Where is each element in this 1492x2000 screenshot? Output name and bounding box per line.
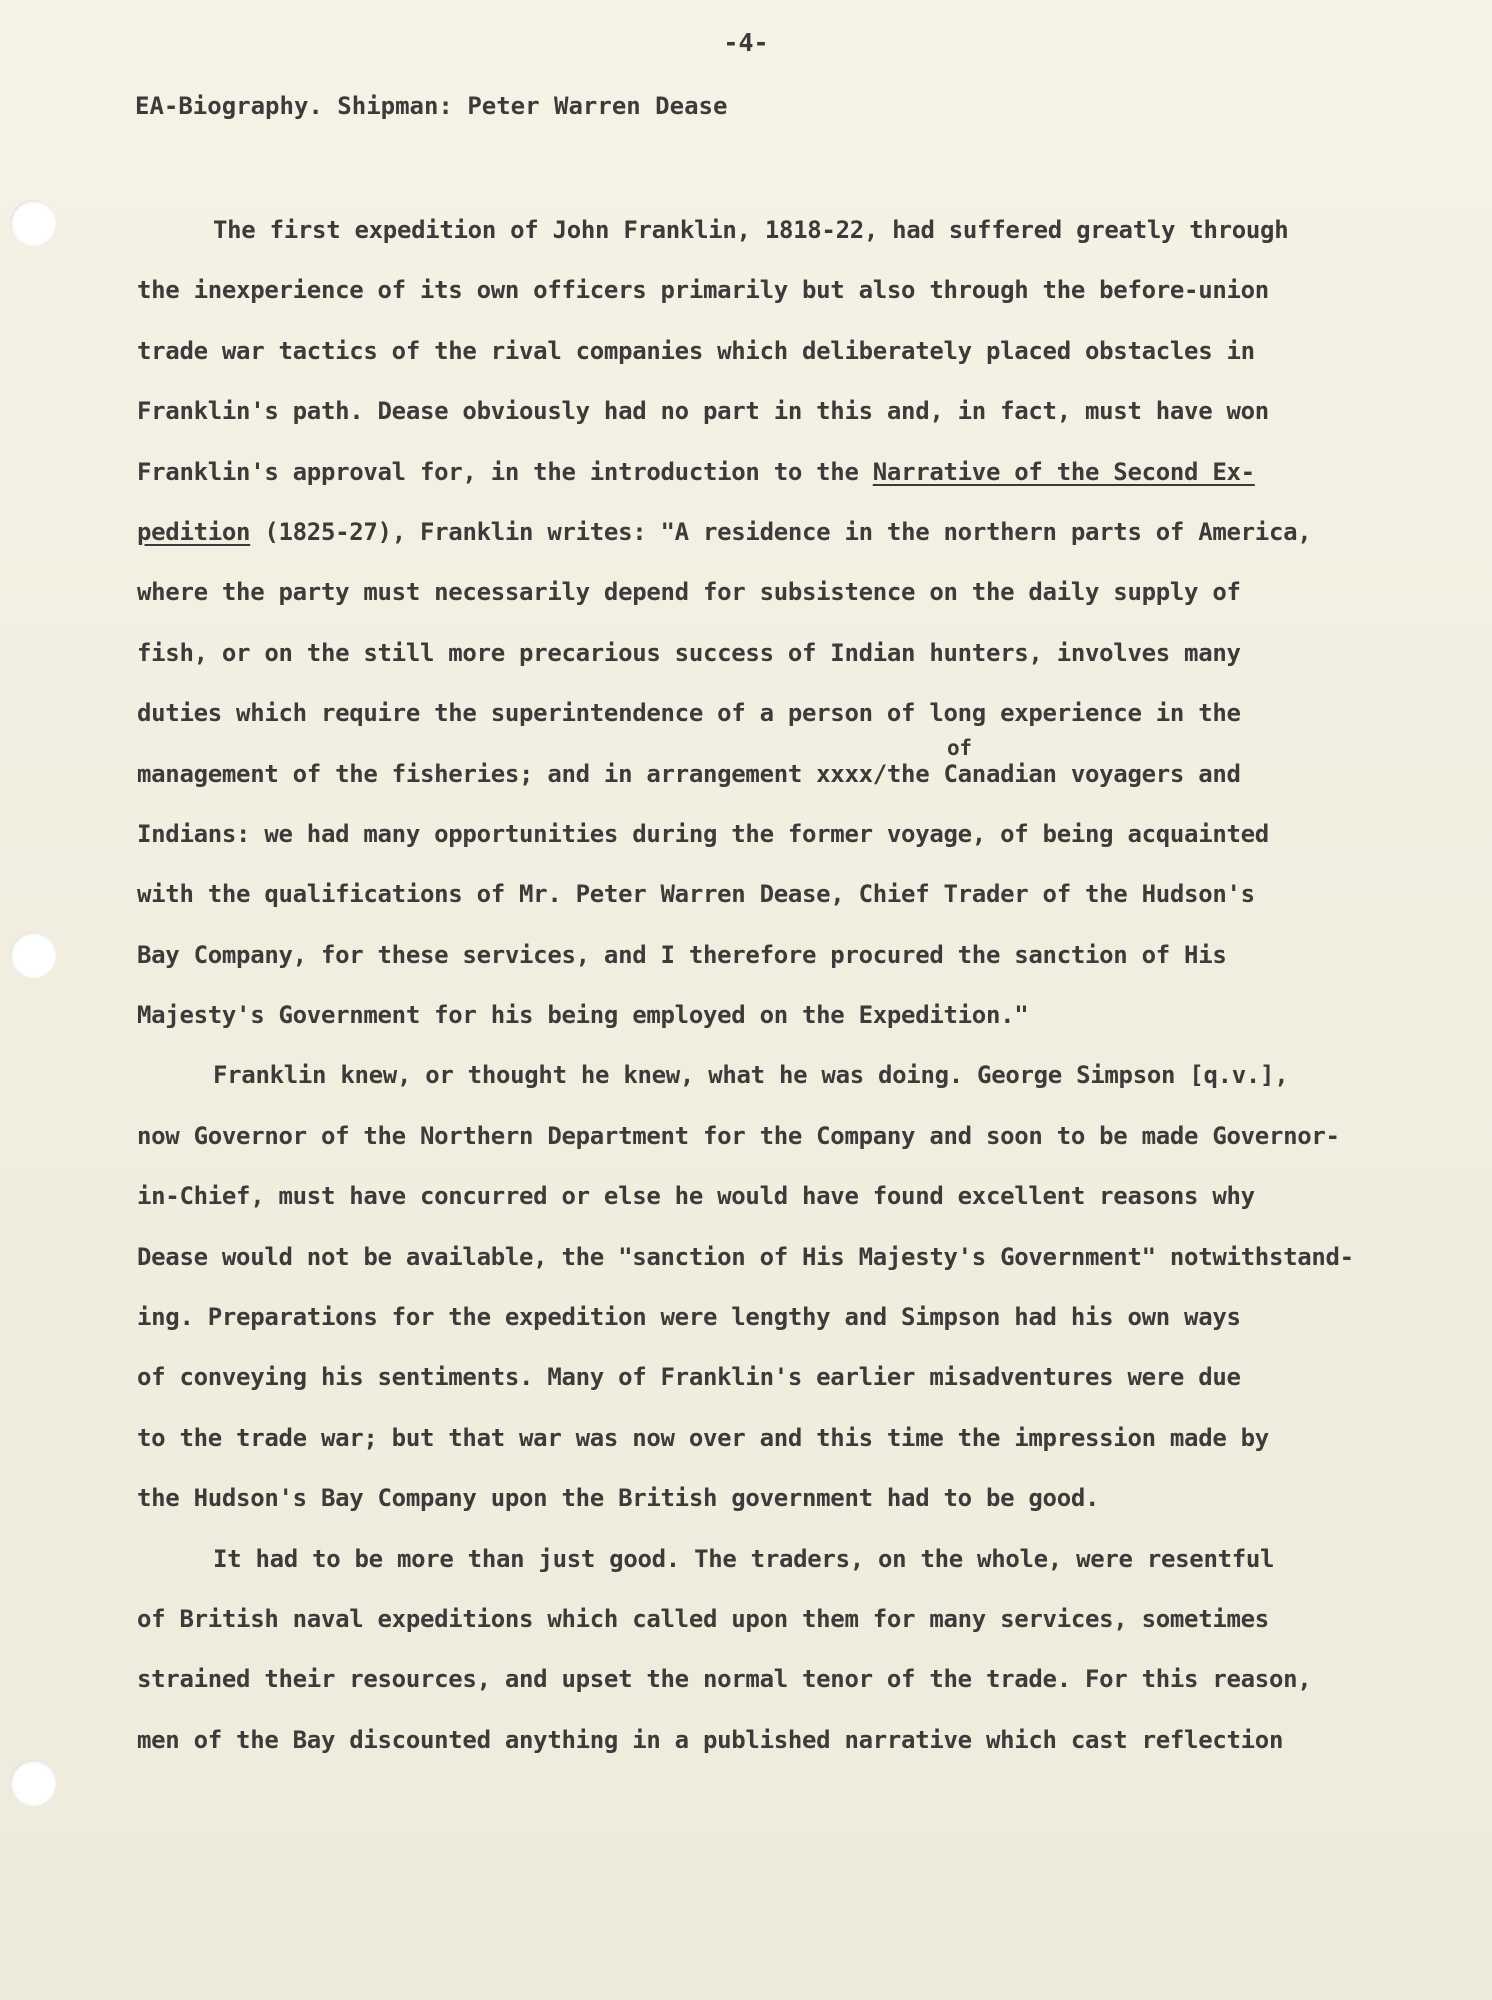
punch-hole-top: [10, 200, 56, 246]
text-line: the Hudson's Bay Company upon the British government had to be good.: [137, 1484, 1100, 1513]
text-line: [137, 510, 1437, 570]
text-line: of British naval expeditions which called upon them for many services, sometimes: [137, 1604, 1269, 1633]
text-line: [137, 735, 1437, 812]
text-line: to the trade war; but that war was now over and this time the impression made by: [137, 1423, 1269, 1452]
document-heading: EA-Biography. Shipman: Peter Warren Dease: [135, 92, 728, 120]
text-fragment: Franklin's approval for, in the introduction to the: [137, 457, 873, 486]
text-line: now Governor of the Northern Department for the Company and soon to be made Governor-: [137, 1121, 1340, 1150]
text-line: Indians: we had many opportunities during the former voyage, of being acquainted: [137, 819, 1269, 848]
text-line: Franklin knew, or thought he knew, what he was doing. George Simpson [q.v.],: [213, 1061, 1289, 1090]
text-fragment: (1825-27), Franklin writes: "A residence in the northern parts of America,: [250, 517, 1312, 546]
text-line: The first expedition of John Franklin, 1818-22, had suffered greatly through: [213, 216, 1289, 244]
text-line: with the qualifications of Mr. Peter Warren Dease, Chief Trader of the Hudson's: [137, 880, 1255, 909]
paragraph-2: [137, 1053, 1437, 1536]
text-line: Franklin's path. Dease obviously had no part in this and, in fact, must have won: [137, 397, 1269, 426]
text-line: strained their resources, and upset the normal tenor of the trade. For this reason,: [137, 1665, 1312, 1694]
body-text: [137, 208, 1437, 1778]
text-line: It had to be more than just good. The traders, on the whole, were resentful: [213, 1544, 1275, 1573]
text-line: in-Chief, must have concurred or else he would have found excellent reasons why: [137, 1182, 1255, 1211]
text-line: ing. Preparations for the expedition were lengthy and Simpson had his own ways: [137, 1303, 1241, 1332]
punch-hole-middle: [10, 932, 56, 978]
text-line: of conveying his sentiments. Many of Franklin's earlier misadventures were due: [137, 1363, 1241, 1392]
paragraph-3: [137, 1537, 1437, 1779]
text-line: trade war tactics of the rival companies which deliberately placed obstacles in: [137, 336, 1255, 365]
text-line: fish, or on the still more precarious success of Indian hunters, involves many: [137, 638, 1241, 667]
text-line: duties which require the superintendence of a person of long experience in the: [137, 699, 1241, 728]
book-title: Narrative of the Second Ex-: [872, 457, 1255, 486]
text-line: Majesty's Government for his being employed on the Expedition.": [137, 1001, 1029, 1030]
text-line: where the party must necessarily depend for subsistence on the daily supply of: [137, 578, 1241, 607]
text-line: [137, 450, 1437, 510]
text-fragment: management of the fisheries; and in arrangement xxxx/the Canadian voyagers and: [137, 759, 1241, 788]
page-number: -4-: [723, 28, 769, 57]
text-line: the inexperience of its own officers primarily but also through the before-union: [137, 276, 1269, 305]
paragraph-1: [137, 208, 1437, 1053]
text-line: Dease would not be available, the "sanction of His Majesty's Government" notwithstand-: [137, 1242, 1354, 1271]
text-line: men of the Bay discounted anything in a published narrative which cast reflection: [137, 1725, 1284, 1754]
text-line: Bay Company, for these services, and I therefore procured the sanction of His: [137, 940, 1227, 969]
interlinear-insertion: of: [947, 735, 972, 760]
punch-hole-bottom: [10, 1760, 56, 1806]
book-title-continued: pedition: [137, 517, 251, 546]
